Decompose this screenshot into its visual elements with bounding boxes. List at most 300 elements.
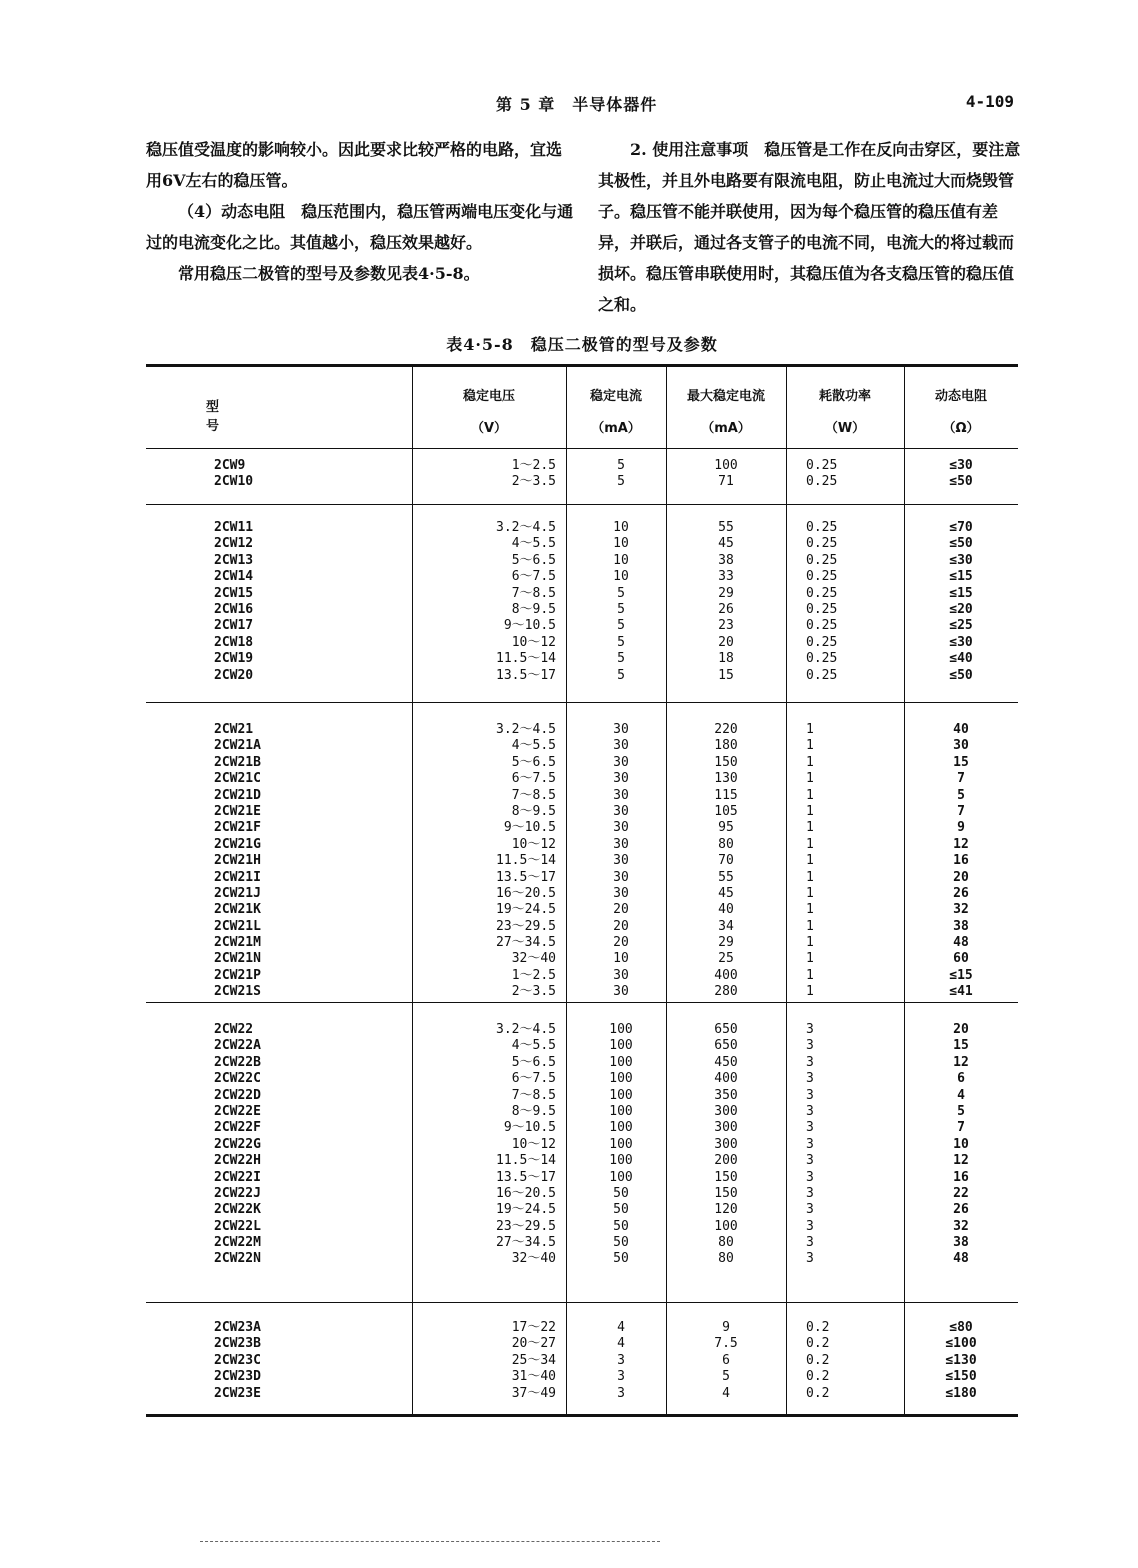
max-current-cell: 95 — [718, 820, 734, 836]
max-current-cell: 120 — [714, 1202, 738, 1218]
model-cell: 2CW22E — [214, 1103, 261, 1119]
voltage-cell: 19～24.5 — [496, 902, 556, 918]
chapter-title: 第 5 章 半导体器件 — [496, 95, 658, 114]
table-row — [146, 804, 1018, 820]
current-cell: 30 — [613, 771, 629, 787]
table-row — [146, 602, 1018, 618]
power-cell: 0.2 — [806, 1369, 830, 1385]
power-cell: 3 — [806, 1103, 814, 1119]
table-row — [146, 1137, 1018, 1153]
resistance-cell: ≤30 — [949, 634, 973, 650]
voltage-cell: 32～40 — [511, 1251, 556, 1267]
resistance-cell: 7 — [957, 803, 965, 819]
model-cell: 2CW22F — [214, 1120, 261, 1136]
table-row — [146, 755, 1018, 771]
table-row — [146, 569, 1018, 585]
model-cell: 2CW22H — [214, 1153, 261, 1169]
power-cell: 1 — [806, 836, 814, 852]
power-cell: 3 — [806, 1218, 814, 1234]
table-row — [146, 935, 1018, 951]
header-resistance: 动态电阻 （Ω） — [934, 389, 987, 436]
power-cell: 0.2 — [806, 1352, 830, 1368]
paragraph: 2. 使用注意事项 稳压管是工作在反向击穿区，要注意其极性，并且外电路要有限流电阻，防止电流过大而烧毁管子。稳压管不能并联使用，因为每个稳压管的稳压值有差异，并联后，通过各支管子的电流不同，电流大的将过载而损坏。稳压管串联使用时，其稳压值为各支稳压管的稳压值之和。 — [598, 140, 1021, 314]
max-current-cell: 350 — [714, 1087, 738, 1103]
table-row — [146, 722, 1018, 738]
voltage-cell: 2～3.5 — [511, 984, 556, 1000]
model-cell: 2CW22K — [214, 1202, 261, 1218]
resistance-cell: 26 — [953, 885, 969, 901]
table-row — [146, 1386, 1018, 1402]
current-cell: 100 — [609, 1153, 633, 1169]
max-current-cell: 650 — [714, 1038, 738, 1054]
voltage-cell: 7～8.5 — [511, 585, 556, 601]
table-row — [146, 1186, 1018, 1202]
power-cell: 1 — [806, 787, 814, 803]
max-current-cell: 100 — [714, 458, 738, 473]
group-divider — [146, 504, 1018, 505]
resistance-cell: 32 — [953, 1218, 969, 1234]
table-row — [146, 1038, 1018, 1054]
voltage-cell: 1～2.5 — [511, 458, 556, 473]
resistance-cell: ≤41 — [949, 984, 973, 1000]
model-cell: 2CW22G — [214, 1136, 261, 1152]
current-cell: 30 — [613, 803, 629, 819]
voltage-cell: 5～6.5 — [511, 1054, 556, 1070]
voltage-cell: 13.5～17 — [496, 1169, 556, 1185]
resistance-cell: ≤15 — [949, 967, 973, 983]
max-current-cell: 33 — [718, 569, 734, 585]
current-cell: 50 — [613, 1251, 629, 1267]
model-cell: 2CW17 — [214, 618, 254, 634]
max-current-cell: 150 — [714, 1169, 738, 1185]
voltage-cell: 23～29.5 — [496, 1218, 556, 1234]
power-cell: 0.25 — [806, 601, 838, 617]
voltage-cell: 8～9.5 — [511, 601, 556, 617]
resistance-cell: ≤100 — [945, 1336, 977, 1352]
table-row — [146, 1022, 1018, 1038]
max-current-cell: 23 — [718, 618, 734, 634]
max-current-cell: 18 — [718, 651, 734, 667]
model-cell: 2CW21A — [214, 738, 261, 754]
voltage-cell: 1～2.5 — [511, 967, 556, 983]
group-divider — [146, 1302, 1018, 1303]
resistance-cell: 20 — [953, 1022, 969, 1037]
power-cell: 3 — [806, 1087, 814, 1103]
table-row — [146, 1170, 1018, 1186]
power-cell: 0.25 — [806, 651, 838, 667]
current-cell: 30 — [613, 754, 629, 770]
current-cell: 30 — [613, 738, 629, 754]
table-group — [146, 1022, 1018, 1268]
model-cell: 2CW15 — [214, 585, 254, 601]
header-model: 型号 — [206, 400, 310, 434]
table-row — [146, 1153, 1018, 1169]
table-row — [146, 1202, 1018, 1218]
model-cell: 2CW21N — [214, 951, 261, 967]
max-current-cell: 220 — [714, 722, 738, 737]
max-current-cell: 45 — [718, 536, 734, 552]
resistance-cell: ≤15 — [949, 569, 973, 585]
resistance-cell: ≤80 — [949, 1320, 973, 1335]
resistance-cell: 7 — [957, 771, 965, 787]
resistance-cell: 26 — [953, 1202, 969, 1218]
voltage-cell: 11.5～14 — [496, 651, 556, 667]
power-cell: 1 — [806, 754, 814, 770]
power-cell: 0.2 — [806, 1320, 830, 1335]
table-row — [146, 984, 1018, 1000]
power-cell: 3 — [806, 1071, 814, 1087]
table-row — [146, 837, 1018, 853]
model-cell: 2CW21 — [214, 722, 254, 737]
model-cell: 2CW23B — [214, 1336, 261, 1352]
model-cell: 2CW21I — [214, 869, 261, 885]
resistance-cell: 5 — [957, 787, 965, 803]
current-cell: 100 — [609, 1038, 633, 1054]
voltage-cell: 20～27 — [511, 1336, 556, 1352]
current-cell: 30 — [613, 984, 629, 1000]
power-cell: 3 — [806, 1202, 814, 1218]
max-current-cell: 26 — [718, 601, 734, 617]
table-row — [146, 738, 1018, 754]
resistance-cell: 10 — [953, 1136, 969, 1152]
voltage-cell: 3.2～4.5 — [496, 520, 556, 535]
table-group — [146, 1320, 1018, 1402]
max-current-cell: 80 — [718, 1235, 734, 1251]
model-cell: 2CW22A — [214, 1038, 261, 1054]
voltage-cell: 4～5.5 — [511, 1038, 556, 1054]
current-cell: 50 — [613, 1185, 629, 1201]
max-current-cell: 300 — [714, 1103, 738, 1119]
model-cell: 2CW22N — [214, 1251, 261, 1267]
max-current-cell: 450 — [714, 1054, 738, 1070]
voltage-cell: 16～20.5 — [496, 885, 556, 901]
max-current-cell: 300 — [714, 1136, 738, 1152]
current-cell: 100 — [609, 1022, 633, 1037]
voltage-cell: 10～12 — [511, 634, 556, 650]
model-cell: 2CW22M — [214, 1235, 261, 1251]
header-max-current: 最大稳定电流 （mA） — [686, 389, 765, 436]
model-cell: 2CW23D — [214, 1369, 261, 1385]
table-row — [146, 1088, 1018, 1104]
left-column — [146, 134, 576, 289]
voltage-cell: 13.5～17 — [496, 869, 556, 885]
current-cell: 4 — [617, 1320, 625, 1335]
footer-mark — [200, 1541, 660, 1542]
table-row — [146, 668, 1018, 684]
power-cell: 0.2 — [806, 1336, 830, 1352]
resistance-cell: ≤40 — [949, 651, 973, 667]
resistance-cell: 7 — [957, 1120, 965, 1136]
table-row — [146, 1336, 1018, 1352]
resistance-cell: 38 — [953, 1235, 969, 1251]
voltage-cell: 9～10.5 — [503, 618, 556, 634]
model-cell: 2CW23A — [214, 1320, 261, 1335]
voltage-cell: 32～40 — [511, 951, 556, 967]
model-cell: 2CW14 — [214, 569, 254, 585]
max-current-cell: 5 — [722, 1369, 730, 1385]
current-cell: 50 — [613, 1218, 629, 1234]
table-group — [146, 722, 1018, 1001]
model-cell: 2CW21H — [214, 853, 261, 869]
current-cell: 5 — [617, 601, 625, 617]
table-row — [146, 1104, 1018, 1120]
power-cell: 0.25 — [806, 520, 838, 535]
voltage-cell: 17～22 — [511, 1320, 556, 1335]
resistance-cell: ≤50 — [949, 667, 973, 683]
voltage-cell: 25～34 — [511, 1352, 556, 1368]
table-row — [146, 1219, 1018, 1235]
table-header-rule — [146, 448, 1018, 449]
page-number: 4-109 — [965, 92, 1014, 111]
power-cell: 0.25 — [806, 667, 838, 683]
power-cell: 0.25 — [806, 569, 838, 585]
header-current: 稳定电流 （mA） — [589, 389, 642, 436]
model-cell: 2CW22B — [214, 1054, 261, 1070]
table-row — [146, 1353, 1018, 1369]
resistance-cell: 6 — [957, 1071, 965, 1087]
resistance-cell: ≤70 — [949, 520, 973, 535]
resistance-cell: 9 — [957, 820, 965, 836]
max-current-cell: 38 — [718, 552, 734, 568]
max-current-cell: 80 — [718, 836, 734, 852]
resistance-cell: ≤20 — [949, 601, 973, 617]
voltage-cell: 5～6.5 — [511, 754, 556, 770]
current-cell: 30 — [613, 869, 629, 885]
model-cell: 2CW20 — [214, 667, 254, 683]
model-cell: 2CW21E — [214, 803, 261, 819]
power-cell: 3 — [806, 1153, 814, 1169]
table-group — [146, 520, 1018, 684]
table-row — [146, 536, 1018, 552]
resistance-cell: 12 — [953, 1153, 969, 1169]
max-current-cell: 34 — [718, 918, 734, 934]
power-cell: 0.25 — [806, 634, 838, 650]
power-cell: 3 — [806, 1251, 814, 1267]
model-cell: 2CW21C — [214, 771, 261, 787]
voltage-cell: 11.5～14 — [496, 1153, 556, 1169]
current-cell: 30 — [613, 820, 629, 836]
model-cell: 2CW23C — [214, 1352, 261, 1368]
table-row — [146, 1055, 1018, 1071]
model-cell: 2CW13 — [214, 552, 254, 568]
power-cell: 0.2 — [806, 1385, 830, 1401]
current-cell: 10 — [613, 520, 629, 535]
voltage-cell: 31～40 — [511, 1369, 556, 1385]
resistance-cell: ≤30 — [949, 458, 973, 473]
model-cell: 2CW9 — [214, 458, 246, 473]
resistance-cell: 38 — [953, 918, 969, 934]
model-cell: 2CW21K — [214, 902, 261, 918]
table-row — [146, 635, 1018, 651]
max-current-cell: 25 — [718, 951, 734, 967]
model-cell: 2CW10 — [214, 474, 254, 490]
max-current-cell: 15 — [718, 667, 734, 683]
max-current-cell: 55 — [718, 520, 734, 535]
zener-parameter-table — [146, 364, 1018, 1418]
current-cell: 10 — [613, 569, 629, 585]
current-cell: 10 — [613, 951, 629, 967]
max-current-cell: 650 — [714, 1022, 738, 1037]
current-cell: 30 — [613, 967, 629, 983]
model-cell: 2CW21F — [214, 820, 261, 836]
resistance-cell: 30 — [953, 738, 969, 754]
voltage-cell: 2～3.5 — [511, 474, 556, 490]
current-cell: 20 — [613, 935, 629, 951]
power-cell: 3 — [806, 1054, 814, 1070]
model-cell: 2CW21M — [214, 935, 261, 951]
max-current-cell: 4 — [722, 1385, 730, 1401]
voltage-cell: 10～12 — [511, 836, 556, 852]
model-cell: 2CW21L — [214, 918, 261, 934]
max-current-cell: 9 — [722, 1320, 730, 1335]
power-cell: 1 — [806, 885, 814, 901]
current-cell: 30 — [613, 722, 629, 737]
model-cell: 2CW23E — [214, 1385, 261, 1401]
max-current-cell: 40 — [718, 902, 734, 918]
resistance-cell: ≤50 — [949, 536, 973, 552]
current-cell: 100 — [609, 1136, 633, 1152]
max-current-cell: 70 — [718, 853, 734, 869]
table-row — [146, 951, 1018, 967]
resistance-cell: 12 — [953, 1054, 969, 1070]
model-cell: 2CW21S — [214, 984, 261, 1000]
paragraph: （4）动态电阻 稳压范围内，稳压管两端电压变化与通过的电流变化之比。其值越小，稳压效果越好。 — [146, 202, 574, 252]
model-cell: 2CW19 — [214, 651, 254, 667]
resistance-cell: 5 — [957, 1103, 965, 1119]
max-current-cell: 130 — [714, 771, 738, 787]
model-cell: 2CW16 — [214, 601, 254, 617]
group-divider — [146, 702, 1018, 703]
table-row — [146, 474, 1018, 490]
power-cell: 1 — [806, 820, 814, 836]
model-cell: 2CW12 — [214, 536, 254, 552]
current-cell: 4 — [617, 1336, 625, 1352]
voltage-cell: 4～5.5 — [511, 738, 556, 754]
voltage-cell: 6～7.5 — [511, 569, 556, 585]
max-current-cell: 280 — [714, 984, 738, 1000]
resistance-cell: 12 — [953, 836, 969, 852]
table-row — [146, 553, 1018, 569]
table-row — [146, 853, 1018, 869]
power-cell: 3 — [806, 1022, 814, 1037]
table-row — [146, 886, 1018, 902]
resistance-cell: ≤15 — [949, 585, 973, 601]
resistance-cell: 16 — [953, 853, 969, 869]
current-cell: 30 — [613, 885, 629, 901]
voltage-cell: 8～9.5 — [511, 803, 556, 819]
power-cell: 1 — [806, 771, 814, 787]
current-cell: 3 — [617, 1369, 625, 1385]
power-cell: 3 — [806, 1038, 814, 1054]
table-bottom-rule — [146, 1414, 1018, 1417]
current-cell: 30 — [613, 787, 629, 803]
power-cell: 1 — [806, 902, 814, 918]
table-row — [146, 1251, 1018, 1267]
max-current-cell: 105 — [714, 803, 738, 819]
voltage-cell: 9～10.5 — [503, 820, 556, 836]
table-row — [146, 618, 1018, 634]
power-cell: 1 — [806, 918, 814, 934]
table-row — [146, 820, 1018, 836]
current-cell: 100 — [609, 1071, 633, 1087]
current-cell: 50 — [613, 1202, 629, 1218]
resistance-cell: ≤30 — [949, 552, 973, 568]
voltage-cell: 13.5～17 — [496, 667, 556, 683]
power-cell: 1 — [806, 869, 814, 885]
voltage-cell: 27～34.5 — [496, 935, 556, 951]
current-cell: 5 — [617, 634, 625, 650]
current-cell: 20 — [613, 918, 629, 934]
resistance-cell: ≤150 — [945, 1369, 977, 1385]
power-cell: 1 — [806, 935, 814, 951]
max-current-cell: 115 — [714, 787, 738, 803]
resistance-cell: 32 — [953, 902, 969, 918]
table-row — [146, 771, 1018, 787]
header-power: 耗散功率 （W） — [818, 389, 871, 436]
max-current-cell: 300 — [714, 1120, 738, 1136]
power-cell: 1 — [806, 722, 814, 737]
group-divider — [146, 1002, 1018, 1003]
current-cell: 20 — [613, 902, 629, 918]
current-cell: 100 — [609, 1103, 633, 1119]
power-cell: 0.25 — [806, 552, 838, 568]
max-current-cell: 29 — [718, 935, 734, 951]
current-cell: 5 — [617, 458, 625, 473]
table-row — [146, 968, 1018, 984]
current-cell: 100 — [609, 1054, 633, 1070]
power-cell: 3 — [806, 1120, 814, 1136]
current-cell: 100 — [609, 1087, 633, 1103]
table-row — [146, 1120, 1018, 1136]
voltage-cell: 4～5.5 — [511, 536, 556, 552]
max-current-cell: 150 — [714, 754, 738, 770]
power-cell: 1 — [806, 951, 814, 967]
power-cell: 1 — [806, 738, 814, 754]
model-cell: 2CW21B — [214, 754, 261, 770]
voltage-cell: 23～29.5 — [496, 918, 556, 934]
power-cell: 3 — [806, 1235, 814, 1251]
max-current-cell: 400 — [714, 967, 738, 983]
table-row — [146, 1235, 1018, 1251]
paragraph: 稳压值受温度的影响较小。因此要求比较严格的电路，宜选用6V左右的稳压管。 — [146, 140, 563, 190]
power-cell: 0.25 — [806, 585, 838, 601]
table-row — [146, 651, 1018, 667]
voltage-cell: 3.2～4.5 — [496, 722, 556, 737]
voltage-cell: 19～24.5 — [496, 1202, 556, 1218]
voltage-cell: 11.5～14 — [496, 853, 556, 869]
resistance-cell: 48 — [953, 1251, 969, 1267]
model-cell: 2CW21P — [214, 967, 261, 983]
voltage-cell: 10～12 — [511, 1136, 556, 1152]
max-current-cell: 6 — [722, 1352, 730, 1368]
power-cell: 0.25 — [806, 474, 838, 490]
resistance-cell: 60 — [953, 951, 969, 967]
max-current-cell: 29 — [718, 585, 734, 601]
resistance-cell: 4 — [957, 1087, 965, 1103]
current-cell: 50 — [613, 1235, 629, 1251]
table-group — [146, 458, 1018, 491]
resistance-cell: 20 — [953, 869, 969, 885]
resistance-cell: 15 — [953, 1038, 969, 1054]
table-row — [146, 1369, 1018, 1385]
model-cell: 2CW11 — [214, 520, 254, 535]
model-cell: 2CW21J — [214, 885, 261, 901]
voltage-cell: 7～8.5 — [511, 1087, 556, 1103]
resistance-cell: ≤180 — [945, 1385, 977, 1401]
power-cell: 0.25 — [806, 618, 838, 634]
power-cell: 3 — [806, 1169, 814, 1185]
resistance-cell: 15 — [953, 754, 969, 770]
